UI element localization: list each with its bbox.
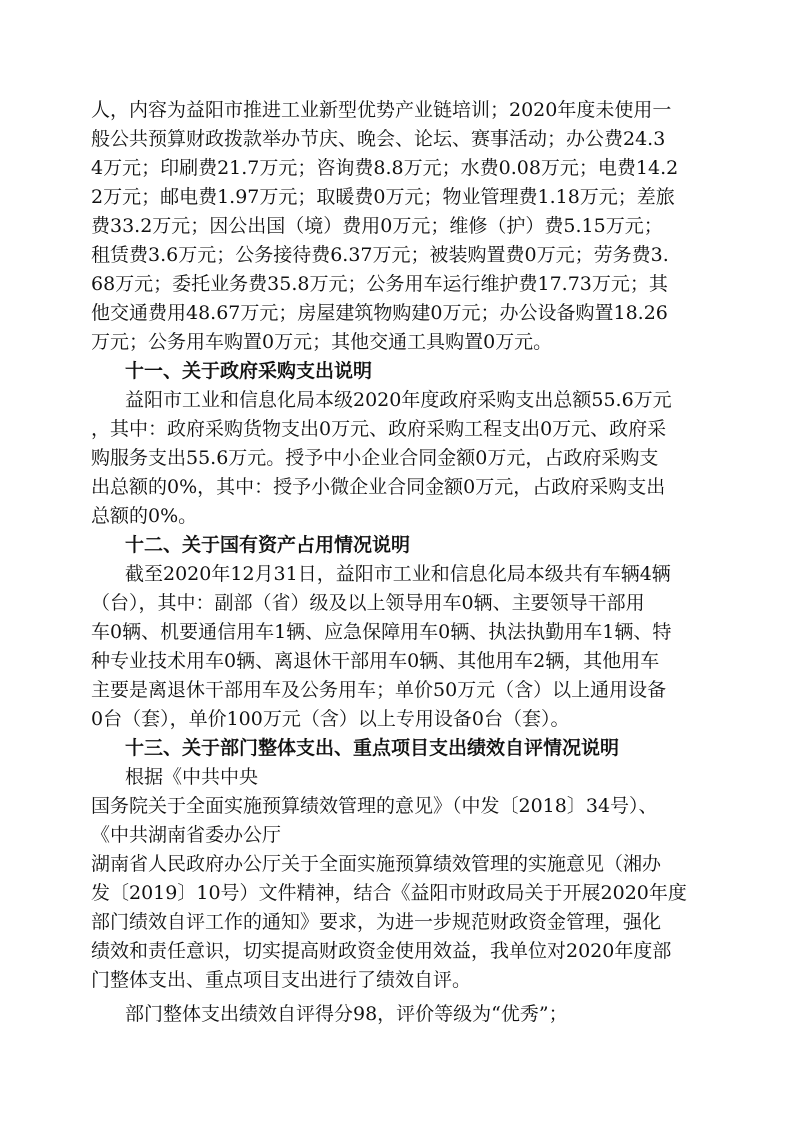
- body-text-line: 绩效和责任意识，切实提高财政资金使用效益，我单位对2020年度部: [91, 940, 672, 962]
- body-text-line: 购服务支出55.6万元。授予中小企业合同金额0万元，占政府采购支: [91, 447, 659, 469]
- body-text-line: 4万元；印刷费21.7万元；咨询费8.8万元；水费0.08万元；电费14.2: [91, 157, 679, 179]
- body-text-line: 国务院关于全面实施预算绩效管理的意见》（中发〔2018〕34号）、: [91, 795, 658, 817]
- section-heading-performance: 十三、关于部门整体支出、重点项目支出绩效自评情况说明: [125, 737, 620, 759]
- body-text-line: 万元；公务用车购置0万元；其他交通工具购置0万元。: [91, 331, 553, 353]
- body-text-line: 发〔2019〕10号）文件精神，结合《益阳市财政局关于开展2020年度: [91, 882, 687, 904]
- body-text-line: 总额的0%。: [91, 505, 198, 527]
- body-text-line: 主要是离退休干部用车及公务用车；单价50万元（含）以上通用设备: [91, 679, 667, 701]
- body-text-line: 根据《中共中央: [125, 766, 259, 788]
- section-heading-assets: 十二、关于国有资产占用情况说明: [125, 534, 411, 556]
- body-text-line: 种专业技术用车0辆、离退休干部用车0辆、其他用车2辆，其他用车: [91, 650, 660, 672]
- body-text-line: 部门绩效自评工作的通知》要求，为进一步规范财政资金管理，强化: [91, 911, 662, 933]
- body-text-line: 般公共预算财政拨款举办节庆、晚会、论坛、赛事活动；办公费24.3: [91, 128, 666, 150]
- body-text-line: 2万元；邮电费1.97万元；取暖费0万元；物业管理费1.18万元；差旅: [91, 186, 675, 208]
- body-text-line: 截至2020年12月31日，益阳市工业和信息化局本级共有车辆4辆: [125, 563, 671, 585]
- body-text-line: 0台（套），单价100万元（含）以上专用设备0台（套）。: [91, 708, 570, 730]
- body-text-line: 《中共湖南省委办公厅: [91, 824, 282, 846]
- body-text-line: 出总额的0%，其中：授予小微企业合同金额0万元，占政府采购支出: [91, 476, 666, 498]
- body-text-line: 湖南省人民政府办公厅关于全面实施预算绩效管理的实施意见（湘办: [91, 853, 662, 875]
- body-text-line: 门整体支出、重点项目支出进行了绩效自评。: [91, 969, 472, 991]
- body-text-line: 费33.2万元；因公出国（境）费用0万元；维修（护）费5.15万元；: [91, 215, 663, 237]
- body-text-line: 68万元；委托业务费35.8万元；公务用车运行维护费17.73万元；其: [91, 273, 668, 295]
- body-text-line: ，其中：政府采购货物支出0万元、政府采购工程支出0万元、政府采: [91, 418, 667, 440]
- body-text-line: 部门整体支出绩效自评得分98，评价等级为“优秀”；: [125, 1003, 568, 1025]
- body-text-line: 益阳市工业和信息化局本级2020年度政府采购支出总额55.6万元: [125, 389, 672, 411]
- body-text-line: 他交通费用48.67万元；房屋建筑物购建0万元；办公设备购置18.26: [91, 302, 668, 324]
- body-text-line: （台），其中：副部（省）级及以上领导用车0辆、主要领导干部用: [91, 592, 645, 614]
- section-heading-procurement: 十一、关于政府采购支出说明: [125, 360, 373, 382]
- body-text-line: 人，内容为益阳市推进工业新型优势产业链培训；2020年度未使用一: [91, 99, 672, 121]
- body-text-line: 车0辆、机要通信用车1辆、应急保障用车0辆、执法执勤用车1辆、特: [91, 621, 672, 643]
- body-text-line: 租赁费3.6万元；公务接待费6.37万元；被装购置费0万元；劳务费3.: [91, 244, 669, 266]
